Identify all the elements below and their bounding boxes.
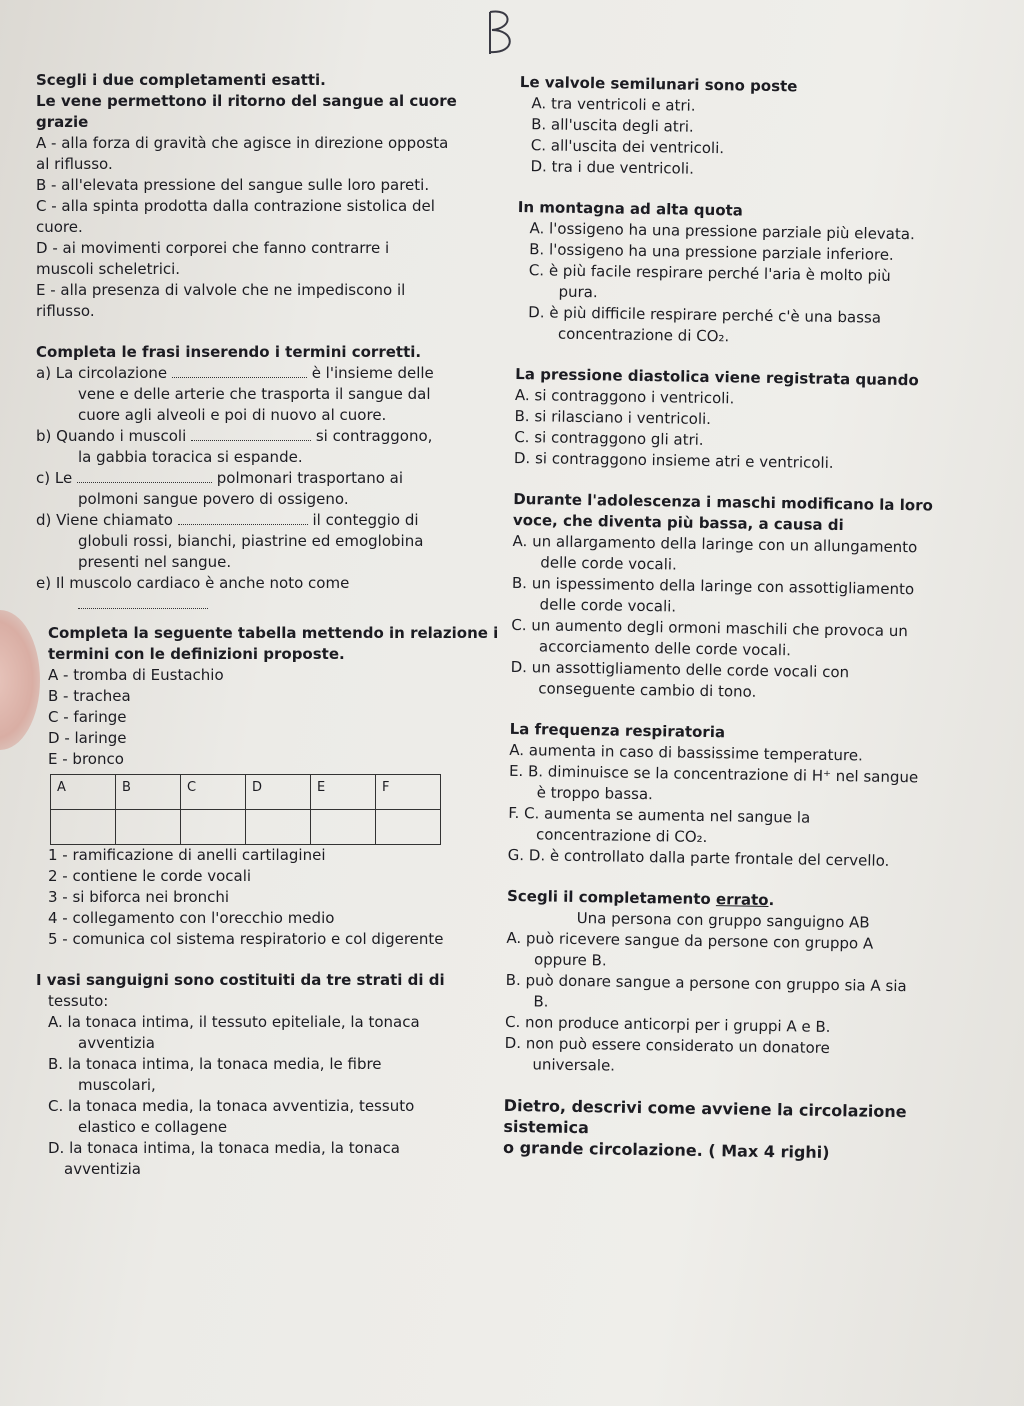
question-essay bbox=[503, 1095, 994, 1166]
option-d-cont: concentrazione di CO₂. bbox=[557, 324, 730, 346]
question-subtitle: Una persona con gruppo sanguigno AB bbox=[576, 908, 870, 932]
option-c-cont: pura. bbox=[558, 282, 598, 302]
table-header: A bbox=[51, 775, 116, 810]
answer-cell[interactable] bbox=[181, 810, 246, 845]
option-d-cont: universale. bbox=[532, 1055, 616, 1075]
question-title: Completa le frasi inserendo i termini corretti. bbox=[36, 343, 422, 361]
option-a: A. l'ossigeno ha una pressione parziale più elevata. bbox=[529, 219, 915, 244]
definition-5: 5 - comunica col sistema respiratorio e col digerente bbox=[48, 930, 444, 948]
answer-blank[interactable] bbox=[77, 470, 212, 483]
option-b: B. un ispessimento della laringe con assottigliamento bbox=[511, 573, 915, 599]
item-d-cont: globuli rossi, bianchi, piastrine ed emoglobina bbox=[78, 532, 424, 550]
option-c: C. all'uscita dei ventricoli. bbox=[530, 136, 725, 158]
option-c-cont: elastico e collagene bbox=[78, 1118, 228, 1136]
question-table bbox=[36, 623, 506, 950]
option-c: C. la tonaca media, la tonaca avventizia, tessuto bbox=[48, 1097, 415, 1115]
answer-cell[interactable] bbox=[376, 810, 441, 845]
answer-cell[interactable] bbox=[246, 810, 311, 845]
option-a: A. la tonaca intima, il tessuto epiteliale, la tonaca bbox=[48, 1013, 420, 1031]
item-a-cont: vene e delle arterie che trasporta il sangue dal bbox=[78, 385, 431, 403]
item-d-cont: presenti nel sangue. bbox=[78, 553, 232, 571]
item-e: e) Il muscolo cardiaco è anche noto come bbox=[36, 574, 350, 592]
option-e: E - alla presenza di valvole che ne impediscono il bbox=[36, 281, 406, 299]
question-stem: Scegli il completamento errato. bbox=[506, 886, 775, 910]
question-stem: voce, che diventa più bassa, a causa di bbox=[512, 510, 844, 535]
option-a-cont: delle corde vocali. bbox=[540, 553, 677, 574]
table-header: D bbox=[246, 775, 311, 810]
item-e-blank-row bbox=[36, 594, 506, 615]
option-c: C. un aumento degli ormoni maschili che provoca un bbox=[511, 615, 908, 641]
table-header: F bbox=[376, 775, 441, 810]
option-b: B. può donare sangue a persone con gruppo sia A sia bbox=[505, 970, 907, 996]
option-c: C. non produce anticorpi per i gruppi A e B. bbox=[504, 1012, 831, 1036]
option-c: F. C. aumenta se aumenta nel sangue la bbox=[508, 803, 811, 827]
answer-blank[interactable] bbox=[78, 596, 208, 609]
definition-2: 2 - contiene le corde vocali bbox=[48, 867, 252, 885]
option-a-cont: oppure B. bbox=[533, 950, 607, 970]
option-d: D. la tonaca intima, la tonaca media, la tonaca bbox=[48, 1139, 400, 1157]
question-blood-group bbox=[504, 886, 997, 1083]
option-a: A. si contraggono i ventricoli. bbox=[514, 385, 735, 408]
option-b-cont: B. bbox=[533, 992, 549, 1011]
question-stem: I vasi sanguigni sono costituiti da tre strati di di bbox=[36, 971, 445, 989]
option-a: A. può ricevere sangue da persone con gruppo A bbox=[506, 928, 874, 953]
question-altitude bbox=[516, 197, 1008, 352]
question-valves bbox=[518, 72, 1010, 185]
option-c-cont: concentrazione di CO₂. bbox=[535, 825, 708, 847]
question-stem: grazie bbox=[36, 113, 89, 131]
question-respiratory-rate bbox=[508, 719, 1000, 874]
answer-blank[interactable] bbox=[178, 512, 308, 525]
option-d: D. non può essere considerato un donatore bbox=[504, 1033, 830, 1057]
essay-prompt: Dietro, descrivi come avviene la circolazione sistemica bbox=[503, 1095, 907, 1138]
item-a-cont: cuore agli alveoli e poi di nuovo al cuore. bbox=[78, 406, 387, 424]
finger-shadow bbox=[0, 610, 40, 750]
question-vessels bbox=[36, 970, 506, 1180]
question-stem: Le vene permettono il ritorno del sangue al cuore bbox=[36, 92, 457, 110]
definition-3: 3 - si biforca nei bronchi bbox=[48, 888, 230, 906]
option-b: E. B. diminuisce se la concentrazione di H⁺ nel sangue bbox=[508, 761, 919, 787]
question-title: termini con le definizioni proposte. bbox=[48, 645, 345, 663]
question-stem: La frequenza respiratoria bbox=[509, 719, 726, 742]
question-stem: Le valvole semilunari sono poste bbox=[519, 72, 798, 96]
answer-cell[interactable] bbox=[311, 810, 376, 845]
item-d: d) Viene chiamato il conteggio di bbox=[36, 511, 419, 529]
left-column bbox=[36, 70, 506, 1180]
option-d: D. tra i due ventricoli. bbox=[530, 157, 695, 178]
item-a: a) La circolazione è l'insieme delle bbox=[36, 364, 434, 382]
question-stem: La pressione diastolica viene registrata quando bbox=[515, 364, 919, 390]
answer-cell[interactable] bbox=[51, 810, 116, 845]
option-b: B - all'elevata pressione del sangue sulle loro pareti. bbox=[36, 176, 430, 194]
option-d-cont: muscoli scheletrici. bbox=[36, 260, 181, 278]
option-c-cont: accorciamento delle corde vocali. bbox=[538, 637, 792, 660]
question-diastolic bbox=[514, 364, 1006, 477]
option-e-cont: riflusso. bbox=[36, 302, 95, 320]
table-header: C bbox=[181, 775, 246, 810]
option-a: A. tra ventricoli e atri. bbox=[531, 94, 696, 115]
option-c: C. è più facile respirare perché l'aria è molto più bbox=[528, 261, 891, 285]
option-d-cont: avventizia bbox=[64, 1160, 141, 1178]
term-b: B - trachea bbox=[48, 687, 131, 705]
definition-4: 4 - collegamento con l'orecchio medio bbox=[48, 909, 335, 927]
question-veins bbox=[36, 70, 506, 322]
matching-table bbox=[50, 774, 441, 845]
option-b: B. la tonaca intima, la tonaca media, le fibre bbox=[48, 1055, 382, 1073]
question-fill-in bbox=[36, 342, 506, 615]
essay-prompt: o grande circolazione. ( Max 4 righi) bbox=[502, 1137, 830, 1162]
option-b: B. si rilasciano i ventricoli. bbox=[514, 406, 712, 429]
question-stem: Durante l'adolescenza i maschi modificano la loro bbox=[513, 489, 934, 515]
question-stem: tessuto: bbox=[48, 992, 109, 1010]
answer-blank[interactable] bbox=[191, 428, 311, 441]
option-a: A - alla forza di gravità che agisce in direzione opposta bbox=[36, 134, 449, 152]
question-title: Completa la seguente tabella mettendo in relazione i bbox=[48, 624, 499, 642]
question-stem: In montagna ad alta quota bbox=[517, 197, 744, 220]
term-a: A - tromba di Eustachio bbox=[48, 666, 224, 684]
option-a: A. aumenta in caso di bassissime temperature. bbox=[509, 740, 863, 765]
option-c: C. si contraggono gli atri. bbox=[514, 427, 704, 449]
item-b-cont: la gabbia toracica si espande. bbox=[78, 448, 303, 466]
option-c: C - alla spinta prodotta dalla contrazione sistolica del bbox=[36, 197, 435, 215]
option-b-cont: delle corde vocali. bbox=[539, 595, 677, 616]
option-d: D. un assottigliamento delle corde vocali con bbox=[510, 657, 850, 682]
handwritten-b-mark bbox=[482, 6, 522, 58]
option-b-cont: è troppo bassa. bbox=[536, 783, 654, 804]
term-e: E - bronco bbox=[48, 750, 124, 768]
term-c: C - faringe bbox=[48, 708, 127, 726]
question-adolescence bbox=[510, 489, 1003, 707]
option-b: B. all'uscita degli atri. bbox=[531, 115, 694, 136]
item-c: c) Le polmonari trasportano ai bbox=[36, 469, 404, 487]
option-a-cont: avventizia bbox=[78, 1034, 155, 1052]
table-header: E bbox=[311, 775, 376, 810]
item-b: b) Quando i muscoli si contraggono, bbox=[36, 427, 433, 445]
option-a-cont: al riflusso. bbox=[36, 155, 113, 173]
answer-cell[interactable] bbox=[116, 810, 181, 845]
option-d: D. è più difficile respirare perché c'è una bassa bbox=[528, 303, 882, 327]
item-c-cont: polmoni sangue povero di ossigeno. bbox=[78, 490, 349, 508]
option-d: D. si contraggono insieme atri e ventricoli. bbox=[513, 448, 834, 472]
option-a: A. un allargamento della laringe con un allungamento bbox=[512, 531, 918, 557]
answer-blank[interactable] bbox=[172, 365, 307, 378]
option-b: B. l'ossigeno ha una pressione parziale inferiore. bbox=[529, 240, 894, 264]
definition-1: 1 - ramificazione di anelli cartilaginei bbox=[48, 846, 326, 864]
instruction: Scegli i due completamenti esatti. bbox=[36, 71, 326, 89]
option-b-cont: muscolari, bbox=[78, 1076, 156, 1094]
option-d: G. D. è controllato dalla parte frontale del cervello. bbox=[507, 845, 890, 870]
table-header: B bbox=[116, 775, 181, 810]
right-column bbox=[503, 72, 1010, 1166]
term-d: D - laringe bbox=[48, 729, 127, 747]
option-d-cont: conseguente cambio di tono. bbox=[538, 679, 757, 701]
option-c-cont: cuore. bbox=[36, 218, 83, 236]
option-d: D - ai movimenti corporei che fanno contrarre i bbox=[36, 239, 390, 257]
